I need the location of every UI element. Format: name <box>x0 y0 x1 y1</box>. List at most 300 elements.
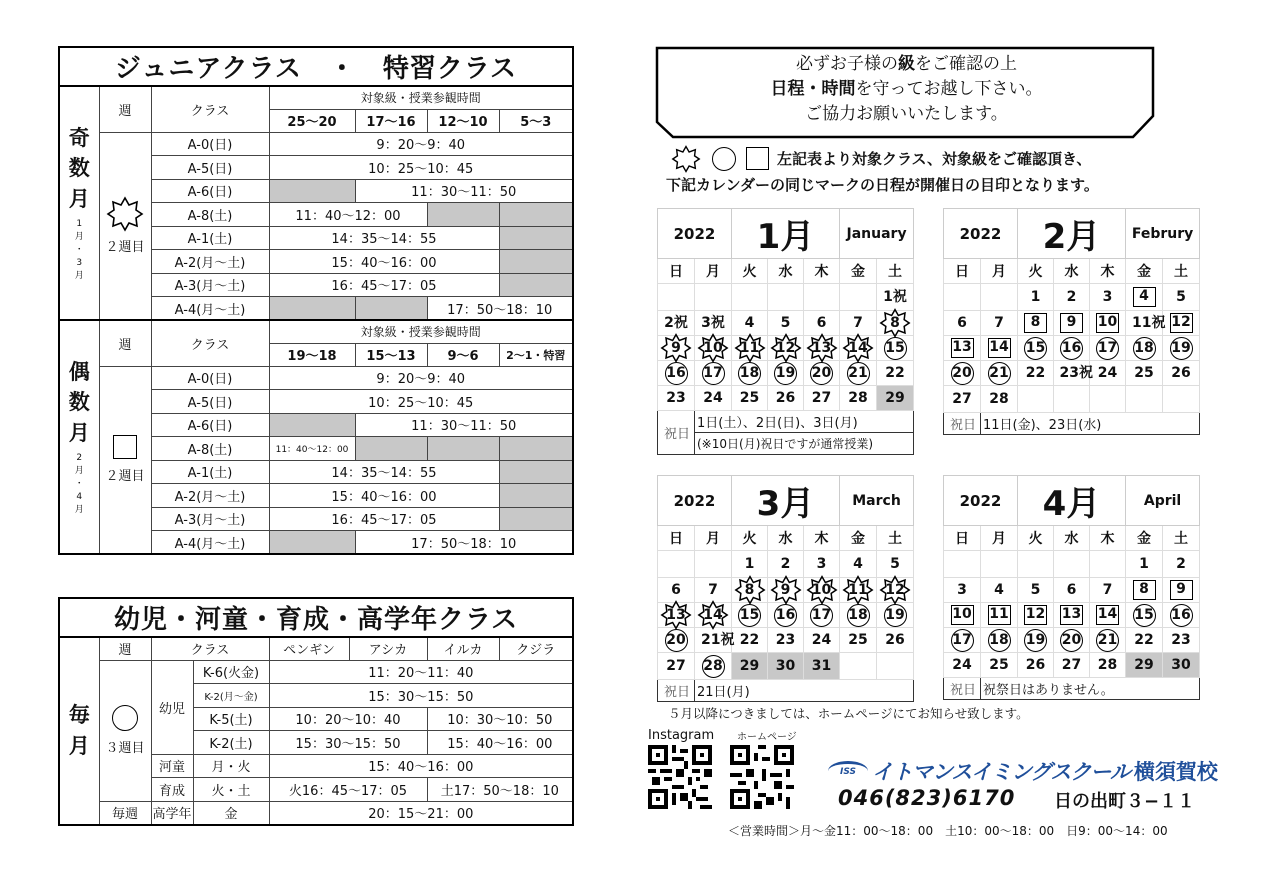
class-cell: A-6(日) <box>151 413 269 437</box>
week-header: 週 <box>99 320 151 366</box>
calendar-day <box>981 284 1018 311</box>
day-number: 12 <box>1171 314 1191 330</box>
calendar-day <box>944 578 981 603</box>
day-number: 4 <box>994 582 1004 598</box>
day-number: 29 <box>885 390 905 406</box>
calendar-day <box>981 578 1018 603</box>
day-number: 14 <box>1097 606 1118 622</box>
day-number: 21 <box>1097 631 1118 648</box>
weekday-header: 木 <box>804 259 840 284</box>
day-number: 29 <box>1134 657 1154 673</box>
calendar-month: 1月 <box>732 209 840 259</box>
day-number: 25 <box>1134 365 1154 381</box>
time-cell: 15：30〜15：50 <box>269 684 573 708</box>
weekday-header: 日 <box>658 259 695 284</box>
grade-header: アシカ <box>349 637 427 660</box>
calendar-day <box>1163 386 1200 413</box>
calendar-day <box>1090 603 1126 628</box>
square-icon <box>746 147 769 170</box>
calendar-day <box>1018 386 1054 413</box>
day-number: 28 <box>989 391 1009 407</box>
calendar-day <box>877 361 914 386</box>
calendar-day <box>877 284 914 311</box>
odd-week-cell: ２週目 <box>99 132 151 320</box>
time-cell: 10：25〜10：45 <box>269 390 573 414</box>
day-number: 6 <box>957 315 967 331</box>
class-cell: K-2(土) <box>193 731 269 755</box>
grade-header: 25〜20 <box>269 109 355 132</box>
logo-mark: ISS <box>828 761 868 781</box>
day-number: 26 <box>775 390 796 406</box>
calendar-day <box>840 361 877 386</box>
weekday-header: 土 <box>1163 526 1200 551</box>
day-number: 22 <box>885 365 905 381</box>
day-number: 24 <box>1097 365 1118 381</box>
day-number: 14 <box>703 607 723 623</box>
time-cell: 20：15〜21：00 <box>269 801 573 825</box>
calendar-day <box>1163 653 1200 678</box>
day-number: 23 <box>1171 632 1191 648</box>
calendar-month-english: April <box>1126 476 1200 526</box>
calendar-day <box>1054 628 1090 653</box>
day-number: 13 <box>952 339 972 355</box>
every-month-label: 毎 月 <box>59 637 99 825</box>
even-month-label: 偶 数 月 2 月 ・ 4 月 <box>59 320 99 554</box>
day-number: 20 <box>666 631 686 648</box>
weekday-header: 木 <box>1090 259 1126 284</box>
class-cell: A-4(月〜土) <box>151 297 269 321</box>
day-number: 13 <box>666 607 686 623</box>
instagram-qr-icon[interactable] <box>648 745 712 809</box>
calendar-day <box>768 603 804 628</box>
grade-header: 9〜6 <box>427 343 499 366</box>
calendar-day <box>1163 336 1200 361</box>
calendar-day <box>840 284 877 311</box>
calendar-day <box>840 578 877 603</box>
day-number: 15 <box>1134 606 1154 623</box>
day-number: 9 <box>1176 581 1186 597</box>
day-number: 10 <box>1097 314 1118 330</box>
calendar-day <box>1054 653 1090 678</box>
holiday-label: 祝日 <box>944 413 981 435</box>
calendar-day <box>1054 603 1090 628</box>
day-number: 30 <box>775 658 796 674</box>
calendar-day <box>1163 578 1200 603</box>
class-cell: A-6(日) <box>151 179 269 203</box>
calendar-day <box>944 336 981 361</box>
day-number: 12 <box>775 340 796 356</box>
calendar-day <box>768 551 804 578</box>
time-cell: 15：30〜15：50 <box>269 731 427 755</box>
day-number: 28 <box>703 657 723 674</box>
calendar-day <box>695 284 732 311</box>
day-number: 4 <box>1139 288 1149 304</box>
calendar-day <box>1126 603 1163 628</box>
time-cell: 火16：45〜17：05 <box>269 778 427 802</box>
day-number: 8 <box>1139 581 1149 597</box>
calendar-day <box>877 653 914 680</box>
calendar-day <box>1054 578 1090 603</box>
calendar-day <box>1163 284 1200 311</box>
class-cell: K-5(土) <box>193 707 269 731</box>
calendar-day <box>1126 653 1163 678</box>
day-number: 8 <box>890 315 900 331</box>
calendar-day <box>732 578 768 603</box>
calendar-day <box>732 361 768 386</box>
calendar-day <box>804 311 840 336</box>
calendar-day <box>944 311 981 336</box>
calendar-year: 2022 <box>944 476 1018 526</box>
youji-class-table <box>58 597 574 826</box>
calendar-day <box>658 336 695 361</box>
circle-icon <box>112 705 138 731</box>
holiday-label: 祝日 <box>658 411 695 455</box>
time-cell: 15：40〜16：00 <box>427 731 573 755</box>
day-number: 10 <box>811 582 832 598</box>
calendar-day <box>1163 311 1200 336</box>
day-number: 27 <box>952 391 972 407</box>
grade-header: 17〜16 <box>355 109 427 132</box>
class-cell: A-0(日) <box>151 132 269 156</box>
day-number: 7 <box>994 315 1004 331</box>
calendar-day <box>768 311 804 336</box>
day-number: 7 <box>708 582 718 598</box>
day-number: 5 <box>1030 582 1041 598</box>
youji-title: 幼児・河童・育成・高学年クラス <box>59 598 573 637</box>
holiday-text: 11日(金)、23日(水) <box>981 413 1200 435</box>
even-week-cell: ２週目 <box>99 366 151 554</box>
day-number: 2 <box>1176 556 1186 572</box>
time-cell: 10：20〜10：40 <box>269 707 427 731</box>
youji-week-cell: ３週目 <box>99 660 151 801</box>
calendar-day <box>768 653 804 680</box>
calendar-month: 2月 <box>1018 209 1126 259</box>
day-number: 11祝 <box>1132 315 1166 331</box>
weekday-header: 日 <box>658 526 695 551</box>
calendar-day <box>981 653 1018 678</box>
class-header: クラス <box>151 320 269 366</box>
day-number: 25 <box>739 390 760 406</box>
calendar-day <box>1054 311 1090 336</box>
star-icon <box>107 196 143 232</box>
day-number: 16 <box>666 364 686 381</box>
day-number: 18 <box>989 631 1009 648</box>
time-cell: 10：30〜10：50 <box>427 707 573 731</box>
day-number: 24 <box>811 632 832 648</box>
grade-header: クジラ <box>499 637 573 660</box>
calendar-month-english: January <box>840 209 914 259</box>
calendar-day <box>877 336 914 361</box>
calendar-day <box>658 284 695 311</box>
calendar-year: 2022 <box>944 209 1018 259</box>
class-header: クラス <box>151 637 269 660</box>
calendar-day <box>804 628 840 653</box>
calendar-day <box>658 311 695 336</box>
time-cell: 11：40〜12：00 <box>269 203 427 227</box>
day-number: 27 <box>811 390 832 406</box>
grade-header: 12〜10 <box>427 109 499 132</box>
time-cell: 土17：50〜18：10 <box>427 778 573 802</box>
weekday-header: 火 <box>1018 259 1054 284</box>
calendar-day <box>877 628 914 653</box>
day-number: 19 <box>775 364 796 381</box>
calendar-day <box>1090 551 1126 578</box>
calendar-day <box>658 653 695 680</box>
holiday-label: 祝日 <box>658 680 695 702</box>
calendar-year: 2022 <box>658 209 732 259</box>
weekday-header: 火 <box>732 526 768 551</box>
calendar-month: 3月 <box>732 476 840 526</box>
calendar-day <box>732 386 768 411</box>
square-icon <box>113 435 137 459</box>
calendar-day <box>695 311 732 336</box>
day-number: 27 <box>1061 657 1082 673</box>
day-number: 19 <box>1171 339 1191 356</box>
calendar-day <box>1054 551 1090 578</box>
calendar-day <box>1054 336 1090 361</box>
weekday-header: 水 <box>1054 526 1090 551</box>
holiday-text: 21日(月) <box>695 680 914 702</box>
calendar-day <box>768 336 804 361</box>
instagram-label: Instagram <box>648 728 715 743</box>
day-number: 23祝 <box>1059 365 1093 381</box>
calendar-day <box>1054 361 1093 386</box>
day-number: 6 <box>671 582 681 598</box>
weekday-header: 木 <box>804 526 840 551</box>
calendar-day <box>981 361 1018 386</box>
day-number: 9 <box>1066 314 1077 330</box>
day-number: 7 <box>853 315 863 331</box>
calendar-day <box>1090 386 1126 413</box>
time-cell: 15：40〜16：00 <box>269 250 499 274</box>
calendar-month-english: Februry <box>1126 209 1200 259</box>
day-number: 17 <box>703 364 723 381</box>
day-number: 19 <box>885 606 905 623</box>
kappa-label: 河童 <box>151 754 193 778</box>
day-number: 2 <box>1066 289 1077 305</box>
day-number: 18 <box>848 606 868 623</box>
calendar-day <box>695 551 732 578</box>
calendar-day <box>1126 578 1163 603</box>
time-cell: 9：20〜9：40 <box>269 366 573 390</box>
calendar-day <box>944 628 981 653</box>
day-number: 28 <box>1097 657 1118 673</box>
calendar-day <box>768 386 804 411</box>
calendar-day <box>804 603 840 628</box>
holiday-text: 1日(土）、2日(日)、3日(月) <box>695 411 914 433</box>
calendar-day <box>981 336 1018 361</box>
calendar-day <box>804 361 840 386</box>
calendar-day <box>658 386 695 411</box>
calendar-day <box>1018 336 1054 361</box>
class-cell: A-4(月〜土) <box>151 531 269 555</box>
calendar-day <box>944 284 981 311</box>
time-cell: 11：30〜11：50 <box>355 413 573 437</box>
day-number: 8 <box>1030 314 1041 330</box>
day-number: 27 <box>666 658 686 674</box>
youji-label: 幼児 <box>151 660 193 754</box>
calendar-day <box>768 284 804 311</box>
weekday-header: 土 <box>877 259 914 284</box>
class-cell: 火・土 <box>193 778 269 802</box>
calendar-day <box>1018 284 1054 311</box>
calendar-day <box>840 311 877 336</box>
class-cell: K-6(火金) <box>193 660 269 684</box>
weekday-header: 火 <box>732 259 768 284</box>
address: 日の出町３−１１ <box>1054 791 1196 812</box>
day-number: 15 <box>1025 339 1046 356</box>
day-number: 22 <box>1025 365 1046 381</box>
day-number: 4 <box>744 315 755 331</box>
calendar-day <box>1054 284 1090 311</box>
day-number: 28 <box>848 390 868 406</box>
target-header: 対象級・授業参観時間 <box>269 86 573 109</box>
calendar-day <box>1090 653 1126 678</box>
day-number: 20 <box>952 364 972 381</box>
class-cell: A-3(月〜土) <box>151 273 269 297</box>
day-number: 2 <box>780 556 791 572</box>
day-number: 21祝 <box>701 632 735 648</box>
calendar-day <box>840 551 877 578</box>
day-number: 13 <box>1061 606 1082 622</box>
day-number: 1 <box>1030 289 1041 305</box>
day-number: 9 <box>671 340 681 356</box>
grade-header: ペンギン <box>269 637 349 660</box>
calendar-day <box>944 551 981 578</box>
time-cell: 14：35〜14：55 <box>269 460 499 484</box>
calendar-day <box>944 386 981 413</box>
weekday-header: 水 <box>768 526 804 551</box>
calendar-day <box>658 361 695 386</box>
weekday-header: 月 <box>981 526 1018 551</box>
business-hours: ＜営業時間＞月〜金11：00〜18：00 土10：00〜18：00 日9：00〜14：00 <box>728 824 1168 838</box>
day-number: 21 <box>848 364 868 381</box>
calendar-day <box>695 336 732 361</box>
day-number: 25 <box>848 632 868 648</box>
day-number: 14 <box>989 339 1009 355</box>
calendar-day <box>981 603 1018 628</box>
day-number: 21 <box>989 364 1009 381</box>
grade-header: イルカ <box>427 637 499 660</box>
day-number: 11 <box>848 582 868 598</box>
calendar-day <box>732 551 768 578</box>
calendar-1 <box>657 208 914 455</box>
day-number: 5 <box>780 315 791 331</box>
day-number: 5 <box>1176 289 1186 305</box>
class-cell: 月・火 <box>193 754 269 778</box>
day-number: 18 <box>1134 339 1154 356</box>
calendar-day <box>1126 336 1163 361</box>
weekday-header: 土 <box>1163 259 1200 284</box>
day-number: 31 <box>811 658 832 674</box>
calendar-day <box>804 386 840 411</box>
weekday-header: 金 <box>840 526 877 551</box>
class-cell: A-5(日) <box>151 390 269 414</box>
day-number: 23 <box>666 390 686 406</box>
class-cell: A-0(日) <box>151 366 269 390</box>
day-number: 16 <box>1171 606 1191 623</box>
calendar-day <box>804 336 840 361</box>
weekday-header: 月 <box>695 259 732 284</box>
calendar-day <box>1090 284 1126 311</box>
holiday-text: (※10日(月)祝日ですが通常授業) <box>695 433 914 455</box>
calendar-day <box>1126 628 1163 653</box>
class-cell: A-2(月〜土) <box>151 250 269 274</box>
calendar-day <box>804 551 840 578</box>
class-cell: K-2(月〜金) <box>193 684 269 708</box>
day-number: 17 <box>952 631 972 648</box>
calendar-day <box>981 386 1018 413</box>
day-number: 20 <box>811 364 832 381</box>
time-cell: 15：40〜16：00 <box>269 754 573 778</box>
target-header: 対象級・授業参観時間 <box>269 320 573 343</box>
day-number: 1 <box>744 556 755 572</box>
calendar-year: 2022 <box>658 476 732 526</box>
time-cell: 11：20〜11：40 <box>269 660 573 684</box>
homepage-qr-icon[interactable] <box>730 745 794 809</box>
calendar-day <box>981 551 1018 578</box>
day-number: 3 <box>957 582 967 598</box>
calendar-day <box>732 311 768 336</box>
time-cell: 16：45〜17：05 <box>269 507 499 531</box>
calendar-3 <box>657 475 914 702</box>
branch-name: 横須賀校 <box>1133 760 1218 784</box>
circle-icon <box>712 147 736 171</box>
calendar-day <box>804 653 840 680</box>
day-number: 12 <box>885 582 905 598</box>
day-number: 14 <box>848 340 868 356</box>
calendar-day <box>877 386 914 411</box>
calendar-day <box>1018 361 1054 386</box>
day-number: 3祝 <box>701 315 725 331</box>
calendar-day <box>944 603 981 628</box>
day-number: 13 <box>811 340 832 356</box>
weekday-header: 金 <box>1126 526 1163 551</box>
calendar-day <box>840 628 877 653</box>
week-header: 週 <box>99 637 151 660</box>
day-number: 15 <box>739 606 760 623</box>
calendar-day <box>1018 603 1054 628</box>
day-number: 16 <box>775 606 796 623</box>
class-header: クラス <box>151 86 269 132</box>
calendar-day <box>944 653 981 678</box>
weekday-header: 土 <box>877 526 914 551</box>
time-cell: 9：20〜9：40 <box>269 132 573 156</box>
class-cell: A-3(月〜土) <box>151 507 269 531</box>
calendar-day <box>1018 578 1054 603</box>
day-number: 20 <box>1061 631 1082 648</box>
calendar-day <box>768 361 804 386</box>
weekday-header: 木 <box>1090 526 1126 551</box>
calendar-4 <box>943 475 1200 700</box>
koga-label: 高学年 <box>151 801 193 825</box>
grade-header: 5〜3 <box>499 109 573 132</box>
calendar-month: 4月 <box>1018 476 1126 526</box>
calendar-day <box>804 284 840 311</box>
day-number: 18 <box>739 364 760 381</box>
day-number: 8 <box>744 582 755 598</box>
time-cell: 14：35〜14：55 <box>269 226 499 250</box>
may-notice: ５月以降につきましては、ホームページにてお知らせ致します。 <box>668 706 1029 721</box>
calendar-day <box>732 284 768 311</box>
day-number: 12 <box>1025 606 1046 622</box>
week-header: 週 <box>99 86 151 132</box>
day-number: 16 <box>1061 339 1082 356</box>
school-name: イトマンスイミングスクール <box>872 760 1130 784</box>
day-number: 10 <box>703 340 723 356</box>
calendar-day <box>768 578 804 603</box>
calendar-day <box>695 361 732 386</box>
